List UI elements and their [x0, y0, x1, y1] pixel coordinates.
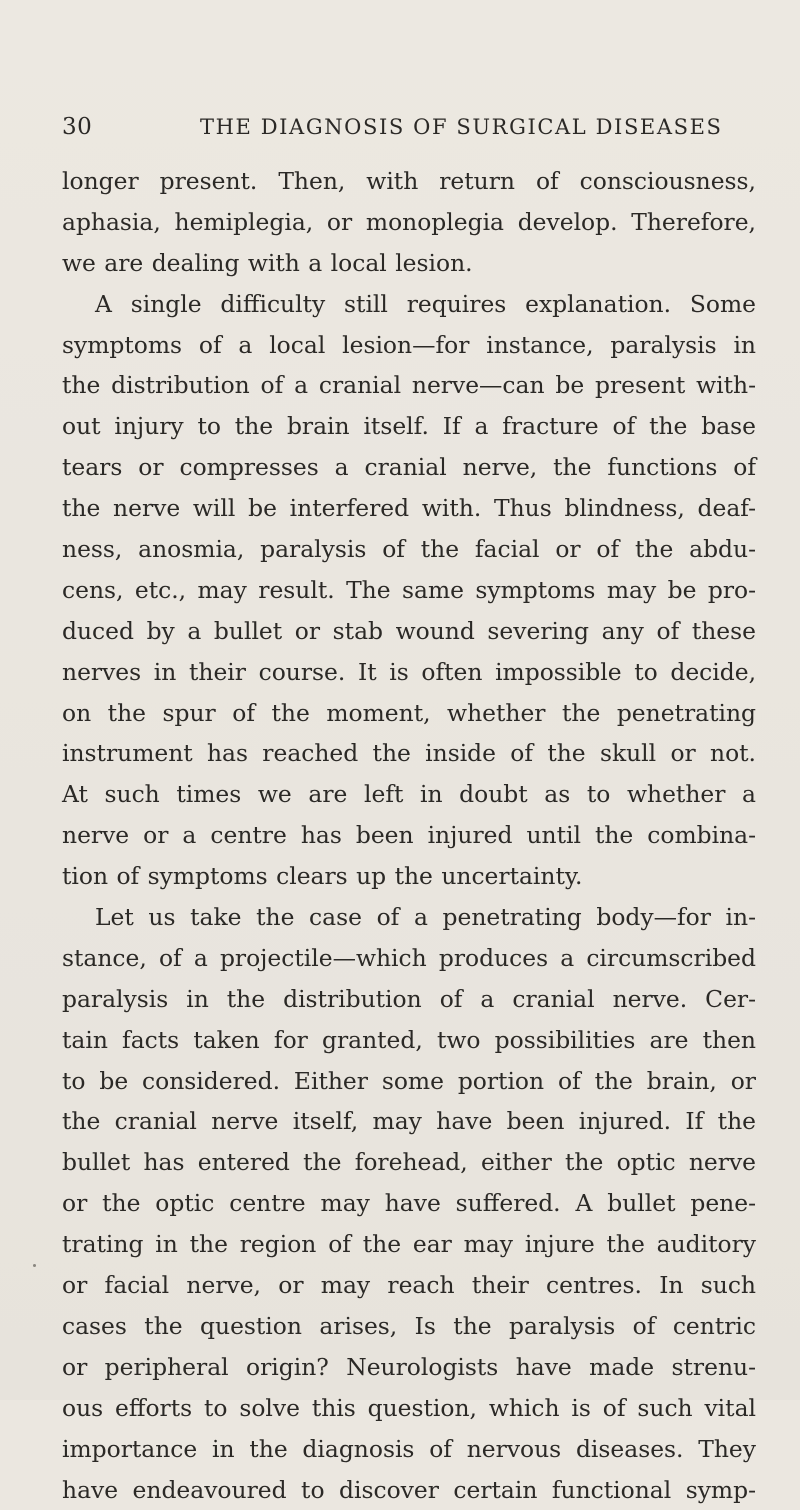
- text-line: nerves in their course. It is often impossible to decide,: [62, 652, 756, 693]
- text-line: out injury to the brain itself. If a fracture of the base: [62, 406, 756, 447]
- text-line: the cranial nerve itself, may have been injured. If the: [62, 1101, 756, 1142]
- text-line: bullet has entered the forehead, either the optic nerve: [62, 1142, 756, 1183]
- text-line: to be considered. Either some portion of the brain, or: [62, 1061, 756, 1102]
- text-line: ness, anosmia, paralysis of the facial or of the abdu-: [62, 529, 756, 570]
- body-text: [62, 161, 756, 1510]
- text-line: have endeavoured to discover certain functional symp-: [62, 1470, 756, 1510]
- margin-speck: [33, 1264, 36, 1267]
- text-line: instrument has reached the inside of the skull or not.: [62, 733, 756, 774]
- page-number: 30: [62, 114, 92, 140]
- text-line: on the spur of the moment, whether the penetrating: [62, 693, 756, 734]
- text-line: symptoms of a local lesion—for instance, paralysis in: [62, 325, 756, 366]
- text-line: nerve or a centre has been injured until the combina-: [62, 815, 756, 856]
- text-line: tain facts taken for granted, two possibilities are then: [62, 1020, 756, 1061]
- text-line: cases the question arises, Is the paralysis of centric: [62, 1306, 756, 1347]
- text-line: tears or compresses a cranial nerve, the functions of: [62, 447, 756, 488]
- text-line: or facial nerve, or may reach their centres. In such: [62, 1265, 756, 1306]
- text-line: aphasia, hemiplegia, or monoplegia develop. Therefore,: [62, 202, 756, 243]
- page-header: [62, 114, 762, 144]
- text-line: the nerve will be interfered with. Thus blindness, deaf-: [62, 488, 756, 529]
- text-line: we are dealing with a local lesion.: [62, 243, 756, 284]
- text-line: trating in the region of the ear may injure the auditory: [62, 1224, 756, 1265]
- text-line: At such times we are left in doubt as to whether a: [62, 774, 756, 815]
- text-line: the distribution of a cranial nerve—can be present with-: [62, 365, 756, 406]
- text-line: duced by a bullet or stab wound severing any of these: [62, 611, 756, 652]
- text-line: or the optic centre may have suffered. A bullet pene-: [62, 1183, 756, 1224]
- text-line: A single difficulty still requires explanation. Some: [62, 284, 756, 325]
- text-line: or peripheral origin? Neurologists have made strenu-: [62, 1347, 756, 1388]
- text-line: stance, of a projectile—which produces a circumscribed: [62, 938, 756, 979]
- running-title: THE DIAGNOSIS OF SURGICAL DISEASES: [200, 115, 723, 139]
- text-line: ous efforts to solve this question, which is of such vital: [62, 1388, 756, 1429]
- text-line: tion of symptoms clears up the uncertainty.: [62, 856, 756, 897]
- text-line: cens, etc., may result. The same symptoms may be pro-: [62, 570, 756, 611]
- text-line: importance in the diagnosis of nervous diseases. They: [62, 1429, 756, 1470]
- text-line: longer present. Then, with return of consciousness,: [62, 161, 756, 202]
- text-line: Let us take the case of a penetrating body—for in-: [62, 897, 756, 938]
- text-line: paralysis in the distribution of a cranial nerve. Cer-: [62, 979, 756, 1020]
